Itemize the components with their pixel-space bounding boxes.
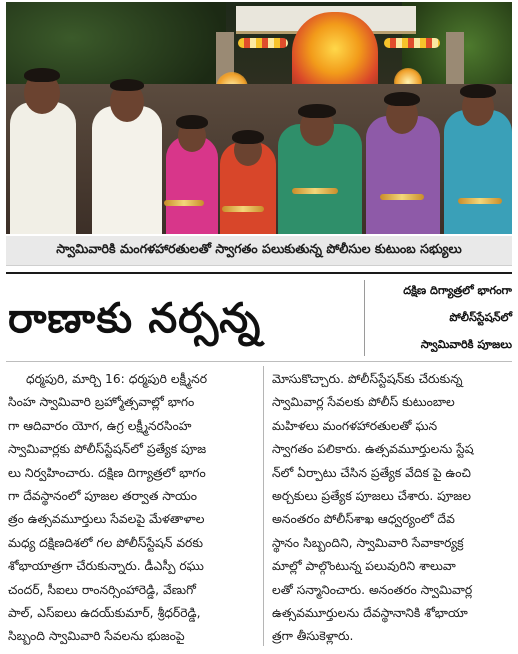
body-line: సింహ స్వామివారి బ్రహ్మోత్సవాల్లో భాగం (8, 395, 195, 410)
body-line: గా ఆదివారం యోగ, ఉగ్ర లక్ష్మీనరసింహ (8, 418, 192, 433)
headline-top-rule (6, 272, 512, 274)
body-line: లతో సన్మానించారు. అనంతరం స్వామివార్ల (272, 582, 473, 597)
photo-aarti-plate (292, 188, 338, 194)
photo-person-hair (24, 68, 60, 82)
photo-person-hair (298, 104, 336, 118)
body-line: మధ్య దక్షిణదిశలో గల పోలీస్‌స్టేషన్ వరకు (8, 535, 204, 550)
deck-line: పోలీస్‌స్టేషన్‌లో (449, 311, 512, 324)
article-column-2 (272, 368, 512, 650)
body-line: త్రం ఉత్సవమూర్తులు సేవలపై మేళతాళాల (8, 512, 205, 527)
photo-person-hair (232, 130, 264, 144)
body-line: గా దేవస్థానంలో పూజల తర్వాత సాయం (8, 488, 198, 503)
body-line: పాల్, ఎస్‌ఐలు ఉదయ్‌కుమార్, శ్రీధర్‌రెడ్డి, (8, 605, 201, 620)
body-line: అనంతరం పోలీస్‌శాఖ ఆధ్వర్యంలో దేవ (272, 512, 455, 527)
photo-caption: స్వామివారికి మంగళహారతులతో స్వాగతం పలుకుతున్న పోలీసుల కుటుంబ సభ్యులు (6, 236, 512, 266)
photo-person-hair (384, 92, 420, 106)
body-line: మాల్లో పాల్గొంటున్న పలువురిని శాలువా (272, 559, 456, 574)
body-line: స్వాగతం పలికారు. ఉత్సవమూర్తులను స్టేష (272, 442, 474, 457)
body-line: ఉత్సవమూర్తులను దేవస్థానానికి శోభాయా (272, 605, 468, 620)
column-divider (263, 366, 264, 646)
body-line: మహిళలు మంగళహారతులతో ఘన (272, 418, 438, 433)
photo-aarti-plate (222, 206, 264, 212)
subheadline-deck (366, 280, 512, 356)
photo-garland (384, 38, 440, 48)
news-photo (6, 2, 512, 234)
photo-aarti-plate (458, 198, 502, 204)
headline-bottom-rule (6, 361, 512, 362)
body-line: అర్చకులు ప్రత్యేక పూజలు చేశారు. పూజల (272, 488, 471, 503)
body-line: న్‌లో ఏర్పాటు చేసిన ప్రత్యేక వేదిక పై ఉంచి (272, 465, 471, 480)
photo-garland (238, 38, 288, 48)
body-line: స్వామివార్లకు పోలీస్‌స్టేషన్‌లో ప్రత్యేక పూజ (8, 442, 207, 457)
body-line: లు నిర్వహించారు. దక్షిణ దిగ్యాత్రలో భాగం (8, 465, 206, 480)
body-line: స్వామివార్ల సేవలకు పోలీస్ కుటుంబాల (272, 395, 455, 410)
photo-person (444, 110, 512, 234)
deck-divider (364, 280, 365, 356)
photo-person-hair (176, 115, 208, 129)
body-line: త్రగా తీసుకెళ్లారు. (272, 629, 354, 644)
deck-line: దక్షిణ దిగ్యాత్రలో భాగంగా (403, 284, 512, 297)
article-column-1 (8, 368, 256, 650)
body-line: శోభాయాత్రగా చేరుకున్నారు. డీఎస్పీ రఘు (8, 559, 204, 574)
deck-line: స్వామివారికి పూజలు (420, 338, 512, 351)
headline: రాణాకు నర్సన్న (8, 294, 262, 342)
body-line: చందర్, సీఐలు రాంనర్సింహారెడ్డి, వేణుగో (8, 582, 196, 597)
body-line: మోసుకొచ్చారు. పోలీస్‌స్టేషన్‌కు చేరుకున్న (272, 372, 463, 386)
photo-person (10, 102, 76, 234)
photo-aarti-plate (380, 194, 424, 200)
photo-person (92, 106, 162, 234)
body-line: సిబ్బంది స్వామివారి సేవలను భుజంపై (8, 629, 185, 644)
photo-person-hair (460, 84, 496, 98)
body-line: స్థానం సిబ్బందిని, స్వామివారి సేవాకార్యక్ర (272, 535, 464, 550)
photo-person-hair (110, 79, 144, 91)
photo-aarti-plate (164, 200, 204, 206)
body-line: ధర్మపురి, మార్చి 16: ధర్మపురి లక్ష్మీనర (26, 372, 208, 386)
